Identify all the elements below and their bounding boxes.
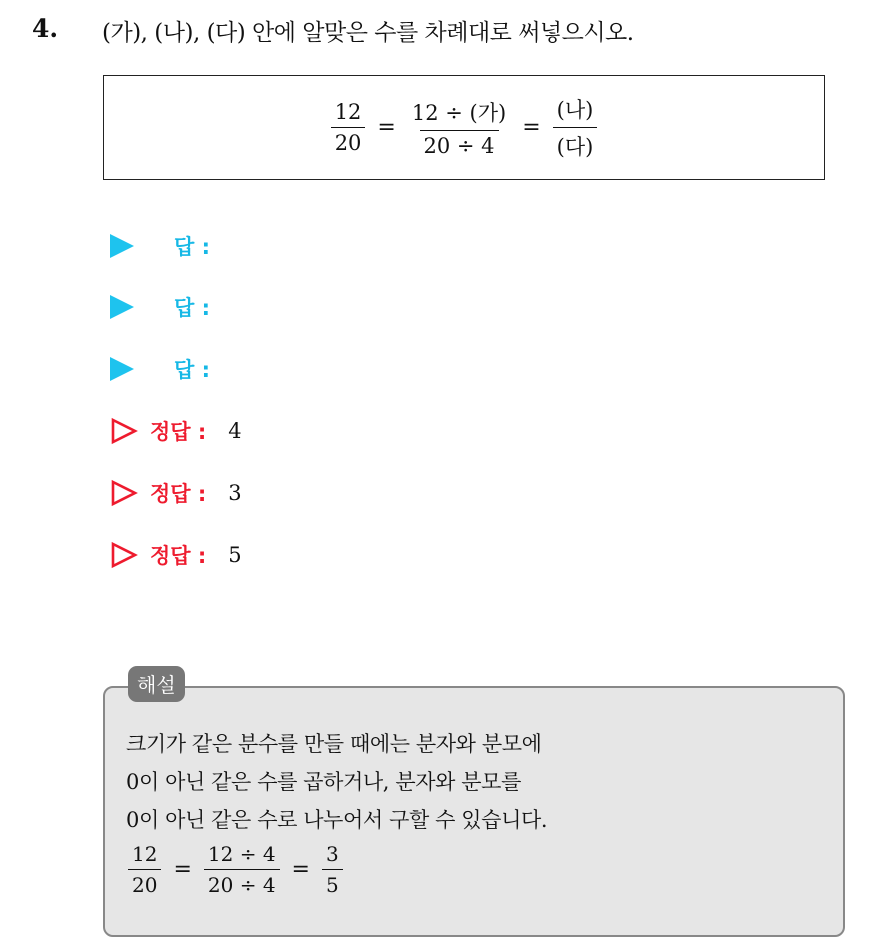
solution-value: 5	[228, 543, 242, 567]
equals-sign: =	[291, 857, 310, 882]
explanation-tag: 해설	[128, 666, 185, 702]
answer-label: 답 :	[174, 235, 210, 259]
fraction-division	[408, 97, 510, 158]
solution-label: 정답 :	[150, 420, 207, 444]
numerator: 12	[334, 100, 362, 124]
denominator: 20 ÷ 4	[420, 130, 499, 158]
filled-triangle-icon	[110, 234, 134, 258]
fraction-12-20	[128, 842, 161, 897]
solution-row-2	[110, 476, 242, 510]
numerator: 12 ÷ 4	[207, 842, 276, 866]
question-text: (가), (나), (다) 안에 알맞은 수를 차례대로 써넣으시오.	[102, 20, 634, 46]
equals-sign: =	[522, 115, 541, 140]
filled-triangle-icon	[110, 295, 134, 319]
equation-box	[103, 75, 825, 180]
equals-sign: =	[377, 115, 396, 140]
answer-prompt-3[interactable]	[110, 352, 210, 386]
denominator: 20 ÷ 4	[204, 869, 280, 897]
outline-triangle-icon	[110, 417, 138, 445]
fraction-blanks	[553, 94, 598, 161]
solution-value: 3	[228, 481, 242, 505]
solution-value: 4	[228, 419, 242, 443]
denominator: 20	[128, 869, 161, 897]
equation	[327, 94, 602, 161]
numerator: 12	[132, 842, 158, 866]
outline-triangle-icon	[110, 479, 138, 507]
denominator: 5	[322, 869, 343, 897]
denominator: 20	[331, 127, 366, 155]
explanation-line-2: 0이 아닌 같은 수를 곱하거나, 분자와 분모를	[126, 770, 521, 794]
answer-prompt-2[interactable]	[110, 290, 210, 324]
question-number: 4.	[32, 14, 59, 43]
outline-triangle-icon	[110, 541, 138, 569]
answer-label: 답 :	[174, 296, 210, 320]
denominator: (다)	[553, 127, 598, 161]
solution-row-1	[110, 414, 242, 448]
equals-sign: =	[173, 857, 192, 882]
explanation-line-3: 0이 아닌 같은 수로 나누어서 구할 수 있습니다.	[126, 808, 548, 832]
answer-prompt-1[interactable]	[110, 229, 210, 263]
fraction-12-20	[331, 100, 366, 155]
fraction-3-5	[322, 842, 343, 897]
numerator: 3	[325, 842, 339, 866]
solution-label: 정답 :	[150, 544, 207, 568]
fraction-division	[204, 842, 280, 897]
explanation-equation	[124, 842, 347, 897]
explanation-line-1: 크기가 같은 분수를 만들 때에는 분자와 분모에	[126, 732, 542, 756]
solution-label: 정답 :	[150, 482, 207, 506]
numerator: (나)	[556, 98, 594, 122]
answer-label: 답 :	[174, 358, 210, 382]
solution-row-3	[110, 538, 242, 572]
filled-triangle-icon	[110, 357, 134, 381]
numerator: 12 ÷ (가)	[411, 101, 507, 125]
